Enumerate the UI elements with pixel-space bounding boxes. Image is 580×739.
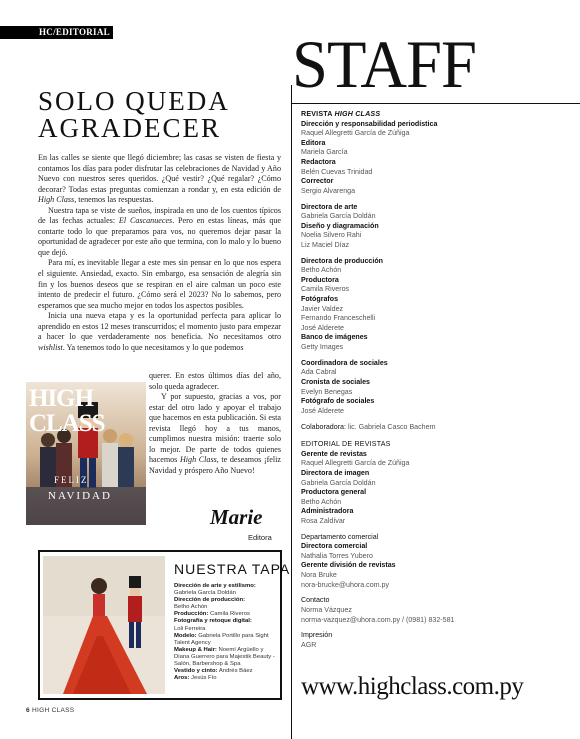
cover-model-photo xyxy=(43,556,165,694)
staff-group-arte: Directora de arte Gabriela García Doldán Diseño y diagramación Noelia Silvero Rahi Liz Maciel Díaz xyxy=(301,202,379,249)
staff-title: STAFF xyxy=(292,26,476,102)
body-paragraph-1: En las calles se siente que llegó diciembre; las casas se visten de fiesta y contamos los días para poder disfrutar las celebraciones de Navidad y Año Nuevo con nuestros seres queridos. ¿Qué vestir? ¿Qué regalar? ¿Cómo decorar? Todas estas preguntas comienzan a rondar y, en esta edición de High Class, tenemos las respuestas. xyxy=(38,153,281,205)
staff-group-revista: REVISTA HIGH CLASS Dirección y responsabilidad periodística Raquel Allegretti García de Zúñiga Editora Mariela García Redactora Belén Cuevas Trinidad Corrector Sergio Alvarenga xyxy=(301,110,571,196)
body-paragraph-5: Y por supuesto, gracias a vos, por estar del otro lado y apoyar el trabajo que hacemos en esta publicación. Si esta revista llegó hoy a tus manos, cumplimos nuestra misión: traerte solo lo mejor. De parte de todos quienes hacemos High Class, te deseamos ¡feliz Navidad y próspero Año Nuevo! xyxy=(149,392,281,475)
column-divider xyxy=(291,85,292,739)
staff-group-impresion: Impresión AGR xyxy=(301,631,333,649)
cover-credits-title: NUESTRA TAPA xyxy=(174,561,291,577)
editorial-headline xyxy=(38,88,288,142)
body-paragraph-4-cont: querer. En estos últimos días del año, solo queda agradecer. xyxy=(149,371,281,391)
section-tag: HC/EDITORIAL xyxy=(36,26,113,39)
headline-line-1: SOLO QUEDA xyxy=(38,86,230,116)
cover-masthead: HIGH CLASS xyxy=(29,385,105,437)
cover-line-2: NAVIDAD xyxy=(48,490,112,502)
credit-item: Fotografía y retoque digital: Loli Ferreira xyxy=(174,618,252,632)
staff-group-produccion: Directora de producción Betho Achón Productora Camila Riveros Fotógrafos Javier Valdez Fernando Franceschelli José Alderete Banco de imágenes Getty Images xyxy=(301,256,383,352)
credit-item: Makeup & Hair: Noemí Argüello y Diana Guerrero para Majestik Beauty - Salón, Barbershop & Spa xyxy=(174,646,275,668)
staff-section-heading: EDITORIAL DE REVISTAS xyxy=(301,440,391,449)
staff-group-sociales: Coordinadora de sociales Ada Cabral Cronista de sociales Evelyn Benegas Fotógrafo de sociales José Alderete xyxy=(301,358,388,415)
page-folio: 6 HIGH CLASS xyxy=(26,707,75,714)
staff-title-rule xyxy=(291,103,580,104)
staff-group-contacto: Contacto Norma Vázquez norma-vazquez@uhora.com.py / (0981) 832-581 xyxy=(301,596,455,624)
staff-section-heading: REVISTA HIGH CLASS xyxy=(301,110,381,118)
staff-collaborator: Colaboradora: lic. Gabriela Casco Bachem xyxy=(301,422,436,431)
website-url: www.highclass.com.py xyxy=(301,673,524,700)
signature-role: Editora xyxy=(248,533,272,542)
credit-item: Dirección de arte y estilismo: Gabriela García Doldán xyxy=(174,583,256,597)
credit-item: Dirección de producción: Betho Achón xyxy=(174,597,246,611)
body-paragraph-2: Nuestra tapa se viste de sueños, inspirada en uno de los cuentos típicos de las fechas actuales: El Cascanueces. Pero en estas líneas, más que contarte todo lo que preparamos para vos, no queremos dejar pasar la oportunidad de agradecer por este año que termina, con lo malo y lo bueno que dejó. xyxy=(38,205,281,257)
body-paragraph-4: Inicia una nueva etapa y es la oportunidad perfecta para aplicar lo aprendido en estos 12 meses transcurridos; el momento justo para empezar a hacer lo que verdaderamente nos beneficia. No necesitamos otro wishlist. Ya tenemos todo lo que necesitamos y lo que podemos xyxy=(38,311,281,352)
staff-group-editorial: EDITORIAL DE REVISTAS Gerente de revistas Raquel Allegretti García de Zúñiga Directora de imagen Gabriela García Doldán Productora general Betho Achón Administradora Rosa Zaldívar xyxy=(301,440,571,526)
editorial-body xyxy=(38,153,281,353)
staff-list xyxy=(301,110,571,657)
cover-model-illustration xyxy=(43,556,165,694)
editorial-body-continued xyxy=(149,371,281,476)
body-paragraph-3: Para mí, es inevitable llegar a este mes sin pensar en lo que nos espera el siguiente. Ansiedad, exacto. Sin embargo, esa sensación de alegría sin fin y los buenos deseos que se respiran en el aire calman un poco este intento de predecir el futuro. ¿Cómo será el 2023? No lo sabemos, pero esperamos que sea mucho mejor en todos los aspectos posibles. xyxy=(38,258,281,310)
magazine-cover-image xyxy=(26,382,146,525)
cover-line-1: FELIZ xyxy=(54,475,89,485)
credit-item: Aros: Jesús Fío xyxy=(174,675,217,682)
credit-item: Producción: Camila Riveros xyxy=(174,611,250,618)
credit-item: Modelo: Gabriela Portillo para Sight Talent Agency xyxy=(174,632,269,646)
editor-signature: Marie xyxy=(210,505,263,529)
credit-item: Vestido y cinto: Andrés Báez xyxy=(174,668,253,675)
headline-line-2: AGRADECER xyxy=(38,113,222,143)
staff-group-comercial: Departamento comercial Directora comercial Nathalia Torres Yubero Gerente división de revistas Nora Bruke nora-brucke@uhora.com.py xyxy=(301,532,396,589)
cover-credits-list xyxy=(174,583,278,682)
